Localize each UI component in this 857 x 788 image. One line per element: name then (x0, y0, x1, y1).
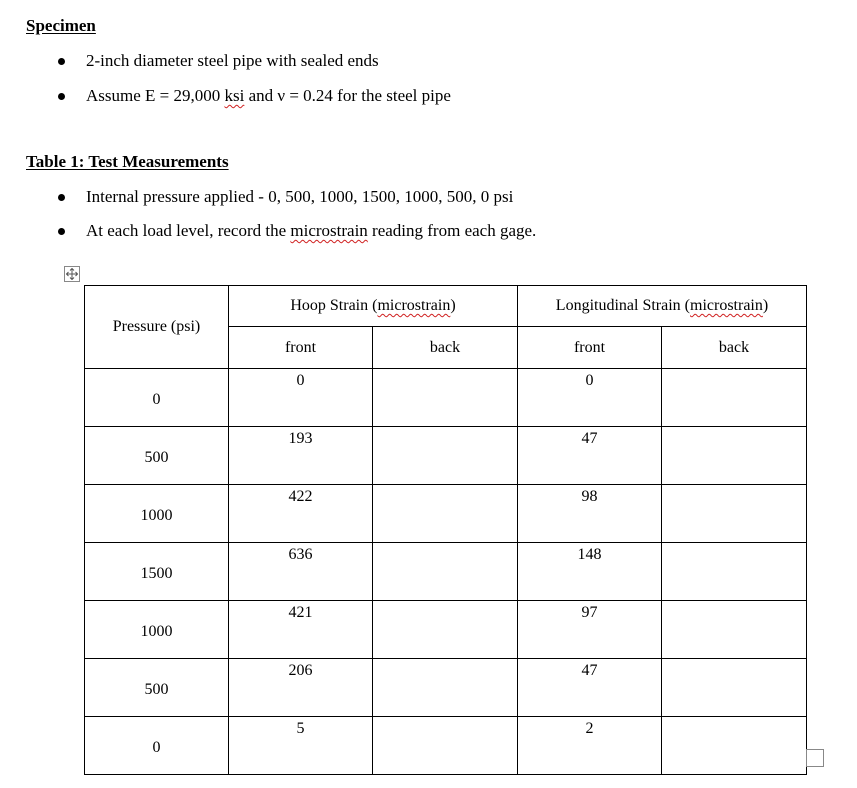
hoop-strain-header[interactable]: Hoop Strain (microstrain) (229, 286, 518, 327)
hoop-front-cell[interactable]: 206 (229, 659, 373, 717)
table-header-row (85, 286, 807, 327)
hoop-front-cell[interactable]: 5 (229, 717, 373, 775)
hoop-back-cell[interactable] (373, 369, 518, 427)
specimen-heading: Specimen (26, 16, 96, 35)
long-front-cell[interactable]: 98 (518, 485, 662, 543)
table-heading: Table 1: Test Measurements (26, 152, 229, 171)
hoop-back-header[interactable]: back (373, 327, 518, 369)
long-back-cell[interactable] (662, 717, 807, 775)
table-resize-icon[interactable] (806, 749, 824, 767)
long-back-header[interactable]: back (662, 327, 807, 369)
bullet-icon (58, 93, 65, 100)
long-back-cell[interactable] (662, 543, 807, 601)
long-front-cell[interactable]: 47 (518, 427, 662, 485)
long-front-header[interactable]: front (518, 327, 662, 369)
hoop-front-cell[interactable]: 421 (229, 601, 373, 659)
long-front-cell[interactable]: 0 (518, 369, 662, 427)
hoop-back-cell[interactable] (373, 659, 518, 717)
pressure-cell[interactable]: 1000 (85, 485, 229, 543)
long-front-cell[interactable]: 47 (518, 659, 662, 717)
table-row (85, 485, 807, 543)
hoop-back-cell[interactable] (373, 485, 518, 543)
hoop-back-cell[interactable] (373, 427, 518, 485)
pressure-cell[interactable]: 500 (85, 427, 229, 485)
hoop-front-cell[interactable]: 193 (229, 427, 373, 485)
long-front-cell[interactable]: 2 (518, 717, 662, 775)
pressure-cell[interactable]: 0 (85, 369, 229, 427)
hoop-front-cell[interactable]: 0 (229, 369, 373, 427)
long-back-cell[interactable] (662, 659, 807, 717)
table-row (85, 601, 807, 659)
longitudinal-strain-header[interactable]: Longitudinal Strain (microstrain) (518, 286, 807, 327)
spellcheck-flag[interactable]: microstrain (690, 297, 763, 314)
bullet-text: Assume E = 29,000 ksi and ν = 0.24 for the steel pipe (86, 86, 451, 105)
spellcheck-flag[interactable]: microstrain (290, 221, 368, 240)
table-row (85, 659, 807, 717)
long-back-cell[interactable] (662, 485, 807, 543)
hoop-back-cell[interactable] (373, 543, 518, 601)
long-back-cell[interactable] (662, 369, 807, 427)
hoop-back-cell[interactable] (373, 601, 518, 659)
pressure-cell[interactable]: 500 (85, 659, 229, 717)
spellcheck-flag[interactable]: microstrain (377, 297, 451, 314)
hoop-front-header[interactable]: front (229, 327, 373, 369)
pressure-cell[interactable]: 1500 (85, 543, 229, 601)
table-row (85, 427, 807, 485)
pressure-header[interactable]: Pressure (psi) (85, 286, 229, 369)
bullet-text: At each load level, record the microstrain reading from each gage. (86, 221, 537, 240)
move-arrows-icon[interactable] (64, 266, 80, 282)
table-row (85, 369, 807, 427)
long-front-cell[interactable]: 97 (518, 601, 662, 659)
table-row (85, 543, 807, 601)
hoop-front-cell[interactable]: 636 (229, 543, 373, 601)
pressure-cell[interactable]: 0 (85, 717, 229, 775)
long-back-cell[interactable] (662, 601, 807, 659)
long-back-cell[interactable] (662, 427, 807, 485)
spellcheck-flag[interactable]: ksi (224, 86, 245, 105)
bullet-icon (58, 194, 65, 201)
hoop-back-cell[interactable] (373, 717, 518, 775)
bullet-text: 2-inch diameter steel pipe with sealed ends (86, 51, 379, 70)
bullet-icon (58, 58, 65, 65)
table-row (85, 717, 807, 775)
move-arrows-glyph (66, 268, 78, 280)
pressure-cell[interactable]: 1000 (85, 601, 229, 659)
long-front-cell[interactable]: 148 (518, 543, 662, 601)
measurements-table (84, 285, 807, 775)
hoop-front-cell[interactable]: 422 (229, 485, 373, 543)
bullet-text: Internal pressure applied - 0, 500, 1000, 1500, 1000, 500, 0 psi (86, 187, 514, 206)
bullet-icon (58, 228, 65, 235)
